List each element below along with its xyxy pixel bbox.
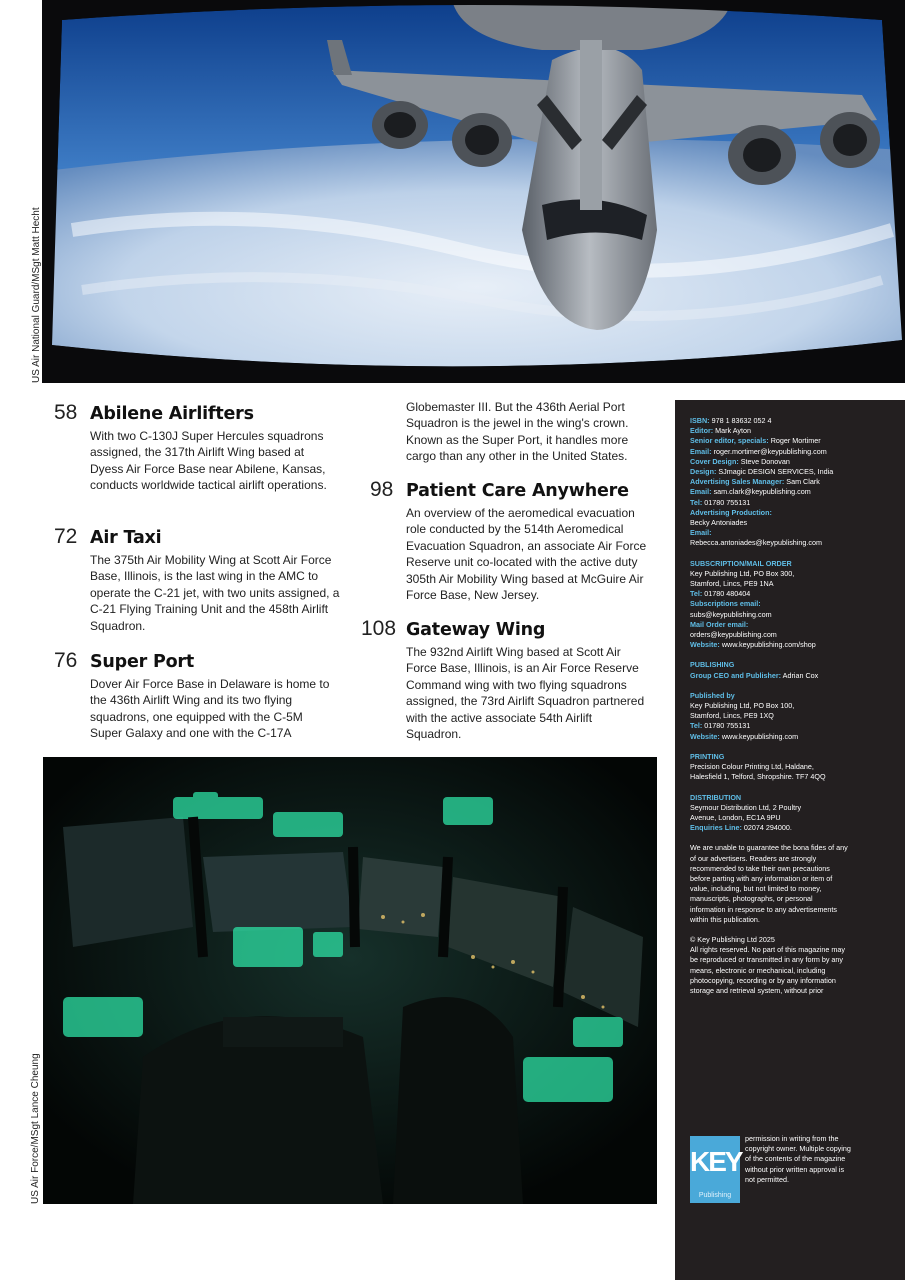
publishing-heading: PUBLISHING bbox=[690, 660, 735, 670]
subscription-tel: 01780 480404 bbox=[704, 589, 751, 599]
design-label: Design: bbox=[690, 467, 717, 477]
toc-entry-58[interactable] bbox=[54, 401, 344, 511]
toc-page-number: 108 bbox=[361, 617, 397, 640]
copyright-notice: © Key Publishing Ltd 2025 bbox=[690, 934, 775, 944]
subscription-address-line: Key Publishing Ltd, PO Box 300, bbox=[690, 568, 795, 578]
ceo-label: Group CEO and Publisher: bbox=[690, 670, 782, 680]
cover-design-label: Cover Design: bbox=[690, 456, 739, 466]
ad-production-email[interactable]: Rebecca.antoniades@keypublishing.com bbox=[690, 538, 822, 548]
website-label: Website: bbox=[690, 640, 720, 650]
printer-address-line: Precision Colour Printing Ltd, Haldane, bbox=[690, 762, 814, 772]
subs-email[interactable]: subs@keypublishing.com bbox=[690, 609, 772, 619]
senior-editor-email[interactable]: roger.mortimer@keypublishing.com bbox=[713, 446, 827, 456]
cover-design-name: Steve Donovan bbox=[740, 456, 790, 466]
senior-editor-name: Roger Mortimer bbox=[770, 436, 821, 446]
toc-entry-72[interactable] bbox=[54, 525, 344, 635]
toc-title: Patient Care Anywhere bbox=[406, 481, 629, 501]
editor-label: Editor: bbox=[690, 426, 714, 436]
masthead-sidebar bbox=[675, 400, 905, 1280]
ad-sales-name: Sam Clark bbox=[786, 477, 820, 487]
ceo-name: Adrian Cox bbox=[782, 670, 819, 680]
toc-entry-98[interactable] bbox=[370, 478, 660, 608]
enquiries-number: 02074 294000. bbox=[743, 823, 792, 833]
c17-refuelling-illustration bbox=[42, 0, 905, 383]
ad-production-name: Becky Antoniades bbox=[690, 518, 748, 528]
toc-page-number: 58 bbox=[54, 401, 78, 424]
website-label: Website: bbox=[690, 731, 720, 741]
subscription-address-line: Stamford, Lincs, PE9 1NA bbox=[690, 579, 774, 589]
published-address-line: Key Publishing Ltd, PO Box 100, bbox=[690, 701, 795, 711]
logo-wordmark: KEY bbox=[690, 1146, 742, 1177]
toc-title: Abilene Airlifters bbox=[90, 404, 254, 424]
publisher-website-link[interactable]: www.keypublishing.com bbox=[721, 731, 799, 741]
published-address-line: Stamford, Lincs, PE9 1XQ bbox=[690, 711, 774, 721]
tel-label: Tel: bbox=[690, 589, 703, 599]
email-label: Email: bbox=[690, 487, 712, 497]
editor-name: Mark Ayton bbox=[715, 426, 751, 436]
toc-entry-108[interactable] bbox=[361, 617, 661, 747]
toc-entry-76-continued: Globemaster III. But the 436th Aerial Port Squadron is the jewel in the wing's crown. Known as the Super Port, it handles more cargo than any other in the United States. bbox=[406, 400, 629, 464]
toc-page-number: 98 bbox=[370, 478, 394, 501]
published-tel: 01780 755131 bbox=[704, 721, 751, 731]
distribution-address-line: Seymour Distribution Ltd, 2 Poultry bbox=[690, 802, 802, 812]
tel-label: Tel: bbox=[690, 721, 703, 731]
toc-description: Dover Air Force Base in Delaware is home to the 436th Airlift Wing and its two flying squadrons, one equipped with the C-5M Super Galaxy and one with the C-17A bbox=[90, 677, 330, 741]
subscription-heading: SUBSCRIPTION/MAIL ORDER bbox=[690, 558, 792, 568]
isbn-label: ISBN: bbox=[690, 416, 710, 425]
toc-entry-76[interactable] bbox=[54, 649, 344, 749]
masthead-details bbox=[690, 416, 860, 996]
rights-statement: All rights reserved. No part of this magazine may be reproduced or transmitted in any form by any means, electronic or mechanical, including photocopying, recording or by any information storage and retrieval system, without prior bbox=[690, 945, 845, 995]
toc-description: With two C-130J Super Hercules squadrons assigned, the 317th Airlift Wing based at Dyess Air Force Base near Abilene, Kansas, conducts worldwide tactical airlift operations. bbox=[90, 429, 327, 493]
distribution-address-line: Avenue, London, EC1A 9PU bbox=[690, 812, 781, 822]
toc-title: Air Taxi bbox=[90, 528, 162, 548]
printer-address-line: Halesfield 1, Telford, Shropshire. TF7 4QQ bbox=[690, 772, 826, 782]
mail-order-label: Mail Order email: bbox=[690, 619, 749, 629]
rights-statement-continued: permission in writing from the copyright owner. Multiple copying of the contents of the magazine without prior written approval is not permitted. bbox=[745, 1134, 851, 1184]
printing-heading: PRINTING bbox=[690, 751, 725, 761]
email-label: Email: bbox=[690, 446, 712, 456]
shop-website-link[interactable]: www.keypublishing.com/shop bbox=[721, 640, 816, 650]
senior-editor-label: Senior editor, specials: bbox=[690, 436, 769, 446]
mail-order-email[interactable]: orders@keypublishing.com bbox=[690, 630, 777, 640]
logo-subtitle: Publishing bbox=[698, 1192, 732, 1199]
top-photo-c17-refuelling bbox=[42, 0, 905, 383]
distribution-heading: DISTRIBUTION bbox=[690, 792, 742, 802]
enquiries-label: Enquiries Line: bbox=[690, 823, 742, 833]
toc-description: The 375th Air Mobility Wing at Scott Air Force Base, Illinois, is the last wing in the AMC to operate the C-21 jet, with two units assigned, a C-21 Flying Training Unit and the 458th Airlift Squadron. bbox=[90, 553, 340, 633]
key-publishing-logo bbox=[690, 1136, 740, 1203]
cockpit-night-illustration bbox=[43, 757, 657, 1204]
toc-title: Super Port bbox=[90, 652, 195, 672]
ad-production-label: Advertising Production: bbox=[690, 507, 772, 517]
tel-label: Tel: bbox=[690, 497, 703, 507]
bottom-photo-cockpit-night bbox=[43, 757, 657, 1204]
toc-description: An overview of the aeromedical evacuation role conducted by the 514th Aeromedical Evacuation Squadron, an associate Air Force Reserve unit co-located with the active duty 305th Air Mobility Wing based at McGuire Air Force Base, New Jersey. bbox=[406, 506, 647, 603]
published-by-label: Published by bbox=[690, 690, 735, 700]
ad-sales-label: Advertising Sales Manager: bbox=[690, 477, 785, 487]
isbn-value: 978 1 83632 052 4 bbox=[711, 416, 772, 425]
toc-page-number: 72 bbox=[54, 525, 78, 548]
toc-page-number: 76 bbox=[54, 649, 78, 672]
ad-sales-tel: 01780 755131 bbox=[704, 497, 751, 507]
photo-credit-bottom: US Air Force/MSgt Lance Cheung bbox=[30, 1053, 41, 1204]
design-name: SJmagic DESIGN SERVICES, India bbox=[718, 467, 834, 477]
advertiser-disclaimer: We are unable to guarantee the bona fides of any of our advertisers. Readers are strongly recommended to take their own precautions before parting with any information or item of value, including, but not limited to money, manuscripts, photographs, or personal information in response to any advertisements within this publication. bbox=[690, 843, 848, 924]
toc-description: The 932nd Airlift Wing based at Scott Air Force Base, Illinois, is an Air Force Reserve Command wing with two flying squadrons assigned, the 73rd Airlift Squadron partnered with the active associate 54th Airlift Squadron. bbox=[406, 645, 645, 742]
subs-email-label: Subscriptions email: bbox=[690, 599, 761, 609]
photo-credit-top: US Air National Guard/MSgt Matt Hecht bbox=[31, 207, 42, 383]
ad-sales-email[interactable]: sam.clark@keypublishing.com bbox=[713, 487, 811, 497]
toc-title: Gateway Wing bbox=[406, 620, 546, 640]
email-label: Email: bbox=[690, 528, 712, 538]
